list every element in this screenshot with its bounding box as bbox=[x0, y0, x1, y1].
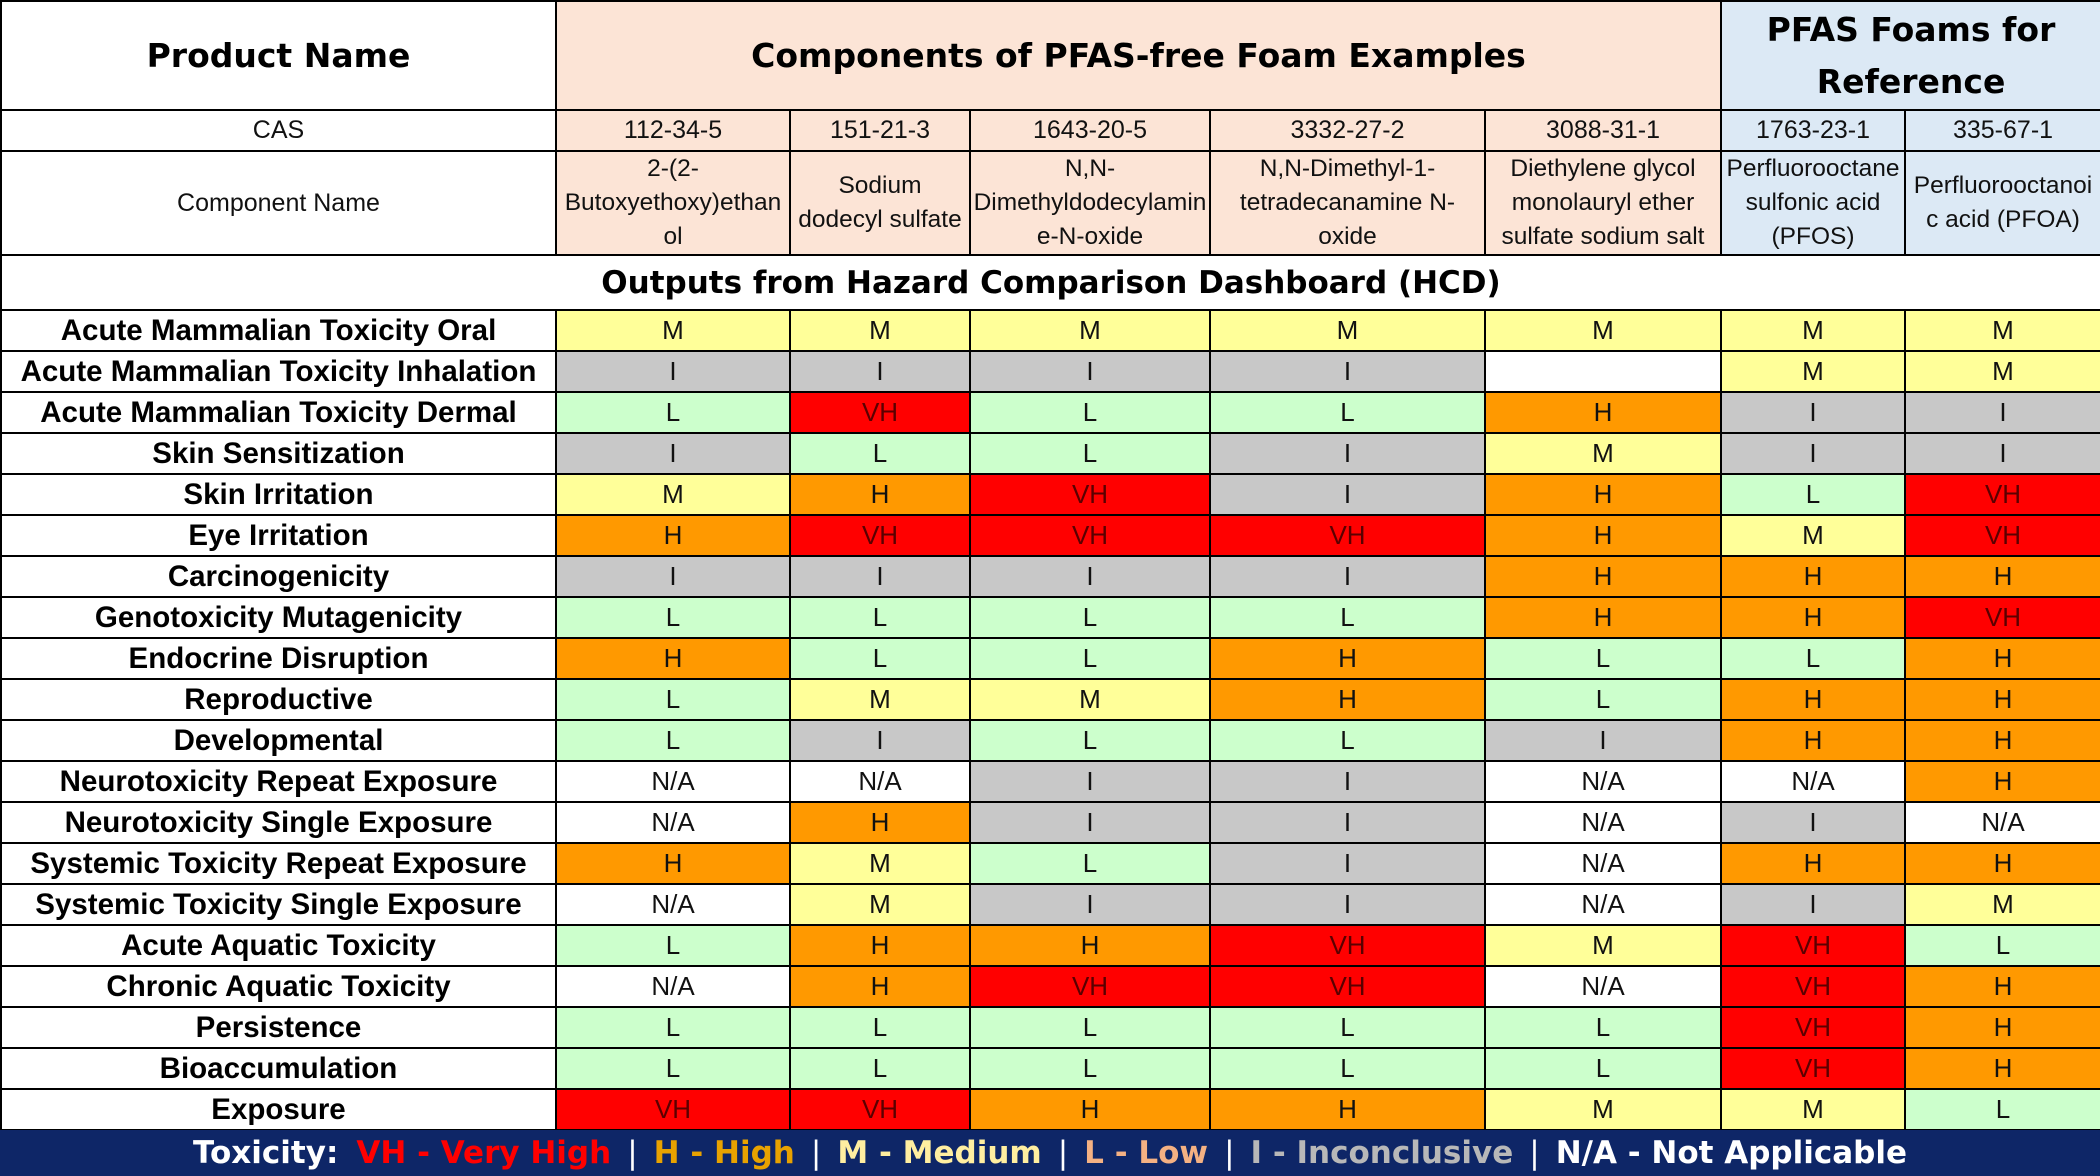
component-name-cell bbox=[790, 151, 970, 255]
hazard-rating-cell: L bbox=[970, 1007, 1210, 1048]
endpoint-label: Systemic Toxicity Single Exposure bbox=[1, 884, 556, 925]
hazard-rating-cell: L bbox=[1905, 1089, 2100, 1130]
hazard-rating-cell: N/A bbox=[1485, 966, 1721, 1007]
hazard-rating-cell: VH bbox=[1905, 597, 2100, 638]
hazard-row bbox=[1, 843, 2100, 884]
hazard-rating-cell: H bbox=[1485, 556, 1721, 597]
hazard-rating-cell: M bbox=[1485, 925, 1721, 966]
component-name-cell bbox=[1905, 151, 2100, 255]
toxicity-legend bbox=[0, 1130, 2100, 1176]
legend-separator: | bbox=[1529, 1135, 1540, 1171]
hazard-rating-cell: I bbox=[1210, 351, 1485, 392]
hazard-rating-cell: I bbox=[1210, 884, 1485, 925]
endpoint-label: Chronic Aquatic Toxicity bbox=[1, 966, 556, 1007]
hazard-rating-cell: H bbox=[1210, 638, 1485, 679]
component-name-text: N,N-Dimethyl-1-tetradecanamine N-oxide bbox=[1239, 155, 1456, 250]
hazard-rating-cell: VH bbox=[1721, 1007, 1905, 1048]
hazard-rating-cell: M bbox=[556, 310, 790, 351]
cas-label: CAS bbox=[1, 110, 556, 151]
hazard-row bbox=[1, 925, 2100, 966]
component-name-cell bbox=[556, 151, 790, 255]
hazard-rating-cell: H bbox=[1721, 679, 1905, 720]
hazard-rating-cell: M bbox=[1210, 310, 1485, 351]
hazard-rating-cell: H bbox=[1721, 720, 1905, 761]
hazard-rating-cell: L bbox=[556, 1048, 790, 1089]
hazard-rating-cell: M bbox=[1721, 1089, 1905, 1130]
endpoint-label: Neurotoxicity Repeat Exposure bbox=[1, 761, 556, 802]
component-name-row bbox=[1, 151, 2100, 255]
component-name-cell bbox=[1210, 151, 1485, 255]
hazard-rating-cell: VH bbox=[1905, 515, 2100, 556]
legend-separator: | bbox=[627, 1135, 638, 1171]
hazard-rating-cell: L bbox=[970, 1048, 1210, 1089]
hcd-title-row bbox=[1, 255, 2100, 310]
hazard-row bbox=[1, 392, 2100, 433]
hazard-rating-cell: M bbox=[1905, 884, 2100, 925]
legend-separator: | bbox=[1224, 1135, 1235, 1171]
hazard-rating-cell: L bbox=[1905, 925, 2100, 966]
hazard-rating-cell: H bbox=[1721, 597, 1905, 638]
hazard-rating-cell: N/A bbox=[556, 761, 790, 802]
hazard-rating-cell: L bbox=[1721, 638, 1905, 679]
hazard-rating-cell: I bbox=[970, 884, 1210, 925]
component-name-text: 2-(2-Butoxyethoxy)ethanol bbox=[564, 155, 782, 250]
hazard-rating-cell: H bbox=[1905, 966, 2100, 1007]
hazard-rating-cell: H bbox=[1905, 1007, 2100, 1048]
legend-separator: | bbox=[1057, 1135, 1069, 1171]
hazard-rating-cell: H bbox=[556, 843, 790, 884]
endpoint-label: Acute Aquatic Toxicity bbox=[1, 925, 556, 966]
hazard-rating-cell: I bbox=[1905, 433, 2100, 474]
hazard-rating-cell: N/A bbox=[556, 802, 790, 843]
legend-item-vh: VH - Very High bbox=[356, 1135, 612, 1171]
hazard-rating-cell: L bbox=[970, 720, 1210, 761]
hazard-rating-cell: N/A bbox=[1905, 802, 2100, 843]
hazard-rating-cell: VH bbox=[970, 515, 1210, 556]
hazard-rating-cell: VH bbox=[790, 515, 970, 556]
title-row bbox=[1, 1, 2100, 110]
hazard-rating-cell: M bbox=[970, 679, 1210, 720]
hazard-rating-cell: N/A bbox=[556, 884, 790, 925]
hazard-rating-cell: VH bbox=[1905, 474, 2100, 515]
hazard-rating-cell: M bbox=[790, 843, 970, 884]
hazard-row bbox=[1, 1089, 2100, 1130]
hazard-rating-cell: M bbox=[1721, 515, 1905, 556]
hazard-rating-cell: N/A bbox=[1721, 761, 1905, 802]
endpoint-label: Carcinogenicity bbox=[1, 556, 556, 597]
component-name-text: Perfluorooctanoic acid (PFOA) bbox=[1913, 172, 2093, 233]
hazard-rating-cell: I bbox=[1210, 761, 1485, 802]
hazard-rating-cell: I bbox=[970, 802, 1210, 843]
legend-item-h: H - High bbox=[653, 1135, 795, 1171]
hazard-rating-cell: L bbox=[556, 392, 790, 433]
pfas-free-components-header: Components of PFAS-free Foam Examples bbox=[556, 1, 1721, 110]
cas-cell: 1763-23-1 bbox=[1721, 110, 1905, 151]
hcd-section-title: Outputs from Hazard Comparison Dashboard (HCD) bbox=[1, 255, 2100, 310]
hazard-rating-cell: H bbox=[1210, 1089, 1485, 1130]
hazard-rating-cell: M bbox=[970, 310, 1210, 351]
hazard-rating-cell: M bbox=[790, 310, 970, 351]
hazard-rating-cell: VH bbox=[1721, 925, 1905, 966]
hazard-rating-cell: VH bbox=[790, 1089, 970, 1130]
hazard-row bbox=[1, 433, 2100, 474]
hazard-row bbox=[1, 761, 2100, 802]
endpoint-label: Systemic Toxicity Repeat Exposure bbox=[1, 843, 556, 884]
hazard-rating-cell: L bbox=[1210, 1007, 1485, 1048]
component-name-text: N,N-Dimethyldodecylamine-N-oxide bbox=[973, 155, 1207, 250]
hazard-row bbox=[1, 597, 2100, 638]
hazard-row bbox=[1, 310, 2100, 351]
hazard-rating-cell: L bbox=[1210, 720, 1485, 761]
hazard-rating-cell: I bbox=[1905, 392, 2100, 433]
hazard-rating-cell: I bbox=[556, 433, 790, 474]
legend-label: Toxicity: bbox=[192, 1135, 339, 1171]
legend-item-i: I - Inconclusive bbox=[1250, 1135, 1514, 1171]
hazard-rating-cell: H bbox=[1905, 638, 2100, 679]
hazard-rating-cell: L bbox=[556, 597, 790, 638]
hazard-rating-cell: H bbox=[1905, 1048, 2100, 1089]
hazard-rating-cell: M bbox=[1721, 310, 1905, 351]
hazard-rating-cell: H bbox=[1905, 761, 2100, 802]
product-name-header: Product Name bbox=[1, 1, 556, 110]
component-name-cell bbox=[1721, 151, 1905, 255]
hazard-rating-cell: L bbox=[1210, 1048, 1485, 1089]
hazard-rating-cell: I bbox=[1721, 433, 1905, 474]
hazard-rating-cell: L bbox=[970, 638, 1210, 679]
cas-cell: 335-67-1 bbox=[1905, 110, 2100, 151]
hazard-rating-cell: I bbox=[970, 351, 1210, 392]
hazard-rating-cell: L bbox=[970, 843, 1210, 884]
component-name-text: Perfluorooctanesulfonic acid (PFOS) bbox=[1726, 155, 1900, 250]
hazard-rating-cell: I bbox=[556, 351, 790, 392]
hazard-rating-cell: N/A bbox=[1485, 884, 1721, 925]
hazard-rating-cell: VH bbox=[970, 474, 1210, 515]
hazard-rating-cell: L bbox=[970, 392, 1210, 433]
hazard-rating-cell: H bbox=[556, 515, 790, 556]
hazard-rating-cell: H bbox=[1210, 679, 1485, 720]
hazard-rating-cell: L bbox=[1485, 638, 1721, 679]
hazard-rating-cell: M bbox=[790, 884, 970, 925]
endpoint-label: Skin Sensitization bbox=[1, 433, 556, 474]
hazard-rating-cell: H bbox=[790, 966, 970, 1007]
hazard-row bbox=[1, 556, 2100, 597]
legend-items bbox=[356, 1135, 1907, 1171]
endpoint-label: Bioaccumulation bbox=[1, 1048, 556, 1089]
hazard-rating-cell: H bbox=[1485, 597, 1721, 638]
hazard-rating-cell: M bbox=[1905, 310, 2100, 351]
hazard-rating-cell: L bbox=[790, 1048, 970, 1089]
hazard-rating-cell: I bbox=[1721, 802, 1905, 843]
hazard-rating-cell: VH bbox=[790, 392, 970, 433]
cas-row bbox=[1, 110, 2100, 151]
hazard-rating-cell: H bbox=[1905, 556, 2100, 597]
hazard-rating-cell bbox=[1485, 351, 1721, 392]
hazard-rating-cell: VH bbox=[1210, 925, 1485, 966]
hazard-rating-cell: L bbox=[1210, 597, 1485, 638]
hazard-rating-cell: I bbox=[970, 761, 1210, 802]
hazard-rating-cell: M bbox=[790, 679, 970, 720]
hazard-row bbox=[1, 1007, 2100, 1048]
endpoint-label: Persistence bbox=[1, 1007, 556, 1048]
hazard-rating-cell: VH bbox=[1210, 515, 1485, 556]
hazard-rating-cell: L bbox=[1721, 474, 1905, 515]
hazard-rating-cell: M bbox=[1485, 310, 1721, 351]
endpoint-label: Eye Irritation bbox=[1, 515, 556, 556]
endpoint-label: Exposure bbox=[1, 1089, 556, 1130]
hazard-row bbox=[1, 351, 2100, 392]
hazard-rating-cell: L bbox=[1485, 679, 1721, 720]
hazard-rating-cell: L bbox=[1210, 392, 1485, 433]
hazard-rating-cell: L bbox=[1485, 1048, 1721, 1089]
table-body bbox=[1, 1, 2100, 1130]
hazard-rating-cell: VH bbox=[556, 1089, 790, 1130]
hazard-row bbox=[1, 802, 2100, 843]
hazard-rating-cell: I bbox=[556, 556, 790, 597]
hazard-rating-cell: H bbox=[556, 638, 790, 679]
hazard-rating-cell: L bbox=[1485, 1007, 1721, 1048]
hazard-rating-cell: L bbox=[790, 597, 970, 638]
endpoint-label: Acute Mammalian Toxicity Inhalation bbox=[1, 351, 556, 392]
hazard-rating-cell: N/A bbox=[790, 761, 970, 802]
hazard-rating-cell: I bbox=[1210, 474, 1485, 515]
endpoint-label: Neurotoxicity Single Exposure bbox=[1, 802, 556, 843]
hazard-row bbox=[1, 638, 2100, 679]
endpoint-label: Acute Mammalian Toxicity Oral bbox=[1, 310, 556, 351]
hazard-rating-cell: N/A bbox=[556, 966, 790, 1007]
endpoint-label: Skin Irritation bbox=[1, 474, 556, 515]
hazard-rating-cell: N/A bbox=[1485, 761, 1721, 802]
hazard-rating-cell: M bbox=[1485, 433, 1721, 474]
hazard-rating-cell: H bbox=[1905, 843, 2100, 884]
hazard-rating-cell: L bbox=[970, 597, 1210, 638]
hazard-rating-cell: I bbox=[790, 720, 970, 761]
hazard-rating-cell: H bbox=[1905, 679, 2100, 720]
hazard-rating-cell: VH bbox=[1210, 966, 1485, 1007]
hazard-rating-cell: H bbox=[1485, 392, 1721, 433]
hazard-rating-cell: VH bbox=[1721, 1048, 1905, 1089]
pfas-reference-header: PFAS Foams for Reference bbox=[1721, 1, 2100, 110]
hazard-rating-cell: L bbox=[556, 1007, 790, 1048]
hazard-rating-cell: I bbox=[1210, 843, 1485, 884]
hazard-rating-cell: L bbox=[790, 433, 970, 474]
hazard-rating-cell: M bbox=[1485, 1089, 1721, 1130]
hazard-rating-cell: I bbox=[1210, 556, 1485, 597]
hazard-rating-cell: I bbox=[1721, 884, 1905, 925]
endpoint-label: Endocrine Disruption bbox=[1, 638, 556, 679]
hazard-rating-cell: H bbox=[790, 802, 970, 843]
hazard-row bbox=[1, 1048, 2100, 1089]
hazard-rating-cell: H bbox=[970, 1089, 1210, 1130]
hazard-rating-cell: H bbox=[970, 925, 1210, 966]
hazard-row bbox=[1, 474, 2100, 515]
hazard-rating-cell: M bbox=[1721, 351, 1905, 392]
hazard-rating-cell: H bbox=[790, 474, 970, 515]
cas-cell: 1643-20-5 bbox=[970, 110, 1210, 151]
hazard-rating-cell: L bbox=[790, 638, 970, 679]
hazard-rating-cell: H bbox=[1485, 515, 1721, 556]
hazard-rating-cell: H bbox=[790, 925, 970, 966]
endpoint-label: Genotoxicity Mutagenicity bbox=[1, 597, 556, 638]
component-name-text: Diethylene glycol monolauryl ether sulfate sodium salt bbox=[1501, 155, 1705, 250]
legend-item-l: L - Low bbox=[1084, 1135, 1209, 1171]
hazard-rating-cell: N/A bbox=[1485, 843, 1721, 884]
endpoint-label: Reproductive bbox=[1, 679, 556, 720]
cas-cell: 112-34-5 bbox=[556, 110, 790, 151]
component-name-cell bbox=[1485, 151, 1721, 255]
cas-cell: 151-21-3 bbox=[790, 110, 970, 151]
hazard-row bbox=[1, 966, 2100, 1007]
hazard-row bbox=[1, 720, 2100, 761]
legend-item-m: M - Medium bbox=[837, 1135, 1042, 1171]
hazard-rating-cell: VH bbox=[1721, 966, 1905, 1007]
hazard-rating-cell: I bbox=[790, 351, 970, 392]
hazard-rating-cell: L bbox=[556, 679, 790, 720]
hazard-rating-cell: H bbox=[1485, 474, 1721, 515]
hazard-row bbox=[1, 884, 2100, 925]
legend-separator: | bbox=[810, 1135, 822, 1171]
hazard-rating-cell: I bbox=[790, 556, 970, 597]
hazard-rating-cell: I bbox=[1210, 802, 1485, 843]
hazard-rating-cell: I bbox=[970, 556, 1210, 597]
hazard-rating-cell: L bbox=[790, 1007, 970, 1048]
hazard-rating-cell: L bbox=[556, 925, 790, 966]
component-name-text: Sodium dodecyl sulfate bbox=[798, 172, 962, 233]
hazard-rating-cell: M bbox=[556, 474, 790, 515]
hazard-rating-cell: N/A bbox=[1485, 802, 1721, 843]
hazard-rating-cell: I bbox=[1721, 392, 1905, 433]
hazard-rating-cell: M bbox=[1905, 351, 2100, 392]
hazard-rating-cell: H bbox=[1721, 556, 1905, 597]
hazard-rating-cell: VH bbox=[970, 966, 1210, 1007]
component-name-label: Component Name bbox=[1, 151, 556, 255]
endpoint-label: Developmental bbox=[1, 720, 556, 761]
cas-cell: 3332-27-2 bbox=[1210, 110, 1485, 151]
component-name-cell bbox=[970, 151, 1210, 255]
hazard-rating-cell: L bbox=[970, 433, 1210, 474]
hazard-rating-cell: H bbox=[1721, 843, 1905, 884]
hazard-rating-cell: I bbox=[1485, 720, 1721, 761]
hazard-row bbox=[1, 515, 2100, 556]
hazard-rating-cell: H bbox=[1905, 720, 2100, 761]
hazard-row bbox=[1, 679, 2100, 720]
endpoint-label: Acute Mammalian Toxicity Dermal bbox=[1, 392, 556, 433]
hazard-rating-cell: I bbox=[1210, 433, 1485, 474]
cas-cell: 3088-31-1 bbox=[1485, 110, 1721, 151]
hazard-rating-cell: L bbox=[556, 720, 790, 761]
legend-item-na: N/A - Not Applicable bbox=[1555, 1135, 1908, 1171]
